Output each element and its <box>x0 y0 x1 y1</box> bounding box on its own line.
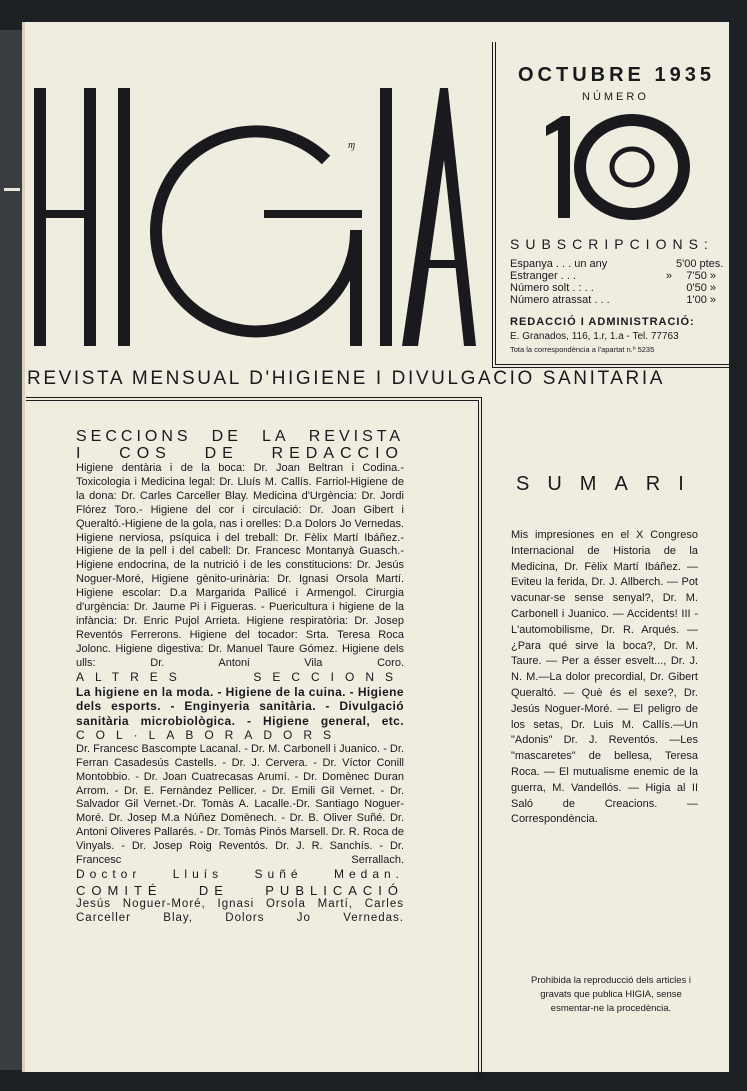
subscription-row: Número solt . : . . 0'50 » <box>510 282 716 294</box>
collaborators-list: Dr. Francesc Bascompte Lacanal. - Dr. M. Carbonell i Juanico. - Dr. Ferran Casadesús Castells. - Dr. J. Cervera. - Dr. Víctor Conill Montobbio. - Dr. Joan Cuatrecasas Arumí. - Dr. Domènec Duran Arrom. - Dr. E. Fernàndez Pellicer. - Dr. Emili Gil Vernet. - Dr. Salvador Gil Vernet.-Dr. Tomàs A. Lacalle.-Dr. Santiago Noguer-Moré. Dr. Josep M.a Núñez Domènech. - Dr. B. Oliver Suñé. Dr. Antoni Oliveres Pallarés. - Dr. Tomàs Pinós Marsell. Dr. R. Roca de Vinyals. - Dr. Josep Roig Reventós. Dr. J. R. Sanchís. - Dr. Francesc Serrallach. <box>76 742 404 867</box>
address: E. Granados, 116, 1.r, 1.a - Tel. 77763 <box>510 331 679 342</box>
subscriptions-title: SUBSCRIPCIONS: <box>510 236 714 252</box>
magazine-subtitle: REVISTA MENSUAL D'HIGIENE I DIVULGACIO SANITARIA <box>27 368 666 389</box>
sections-subheading: I COS DE REDACCIO <box>76 445 404 462</box>
subscription-row: Estranger . . . » 7'50 » <box>510 270 716 282</box>
collaborators-title: COL·LABORADORS <box>76 727 343 742</box>
comite-title: COMITÉ DE PUBLICACIÓ <box>76 882 404 898</box>
director: Doctor Lluís Suñé Medan. <box>76 866 404 881</box>
issue-number <box>540 112 690 222</box>
redaccio-heading: REDACCIÓ I ADMINISTRACIÓ: <box>510 316 695 328</box>
subscription-row: Espanya . . . un any 5'00 ptes. <box>510 258 724 270</box>
binding-edge <box>0 30 22 1070</box>
sections-list: Higiene dentària i de la boca: Dr. Joan Beltran i Codina.-Toxicologia i Medicina legal: Dr. Lluís M. Callís. Farriol-Higiene de la dona: Dr. Carles Carceller Blay. Medicina d'Urgència: Dr. Jordi Flórez Toro.- Higiene del cor i circulació: Dr. Joan Gibert i Queraltó.-Higiene de la gola, nas i orelles: D.a Dolors Jo Vernedas. Higiene nerviosa, psíquica i del treball: Dr. Fèlix Martí Ibáñez.-Higiene de la pell i del cabell: Dr. Francesc Montanyà Guasch.-Higiene endocrina, de la nutrició i de les constitucions: Dr. Jesús Noguer-Moré, Higiene gènito-urinària: Dr. Ignasi Orsola Martí. Higiene escolar: D.a Margarida Pallicé i Armengol. Cirurgia d'urgència: Dr. Jaume Pi i Figueras. - Puericultura i higiene de la infància: Dr. Enric Pujol Arrieta. Higiene respiratòria: Dr. Josep Reventós Ferrerons. Higiene del tocador: Srta. Teresa Roca Jolonc. Higiene digestiva: Dr. Manuel Taure Gómez. Higiene dels ulls: Dr. Antoni Vila Coro. <box>76 462 404 669</box>
sumari-text: Mis impresiones en el X Congreso Internacional de Historia de la Medicina, Dr. Fèlix Martí Ibáñez. — Eviteu la ferida, Dr. J. Allberch. — Pot vacunar-se sense senyal?, Dr. M. Carbonell i Juanico. — Accidents! III - L'automobilisme, Dr. R. Arqués. — ¿Para qué sirve la boca?, Dr. M. Taure. — Per a ésser esvelt..., Dr. J. N. M.—La dolor precordial, Dr. Gibert Queraltó. — Què és el sexe?, Dr. Jesús Noguer-Moré. — El peligro de los setas, Dr. Luis M. Callís.—Un "Adonis" Dr. J. Reventós. —Les "mascaretes" de bellesa, Teresa Roca. — El mutualisme enemic de la guerra, M. Vandellós. — Higia al II Saló de Creacions. — Correspondència. <box>511 529 698 826</box>
binding-mark <box>4 188 20 191</box>
other-sections: La higiene en la moda. - Higiene de la cuina. - Higiene dels esports. - Enginyeria sanitària. - Divulgació sanitària microbiològica. - Higiene general, etc. <box>76 684 404 729</box>
comite-members: Jesús Noguer-Moré, Ignasi Orsola Martí, Carles Carceller Blay, Dolors Jo Vernedas. <box>76 897 404 924</box>
subscription-row: Número atrassat . . . 1'00 » <box>510 294 716 306</box>
correspondence-note: Tota la correspondència a l'apartat n.º 5235 <box>510 345 655 354</box>
subscriptions-table <box>510 258 732 306</box>
higia-logo <box>26 60 486 360</box>
other-sections-title: ALTRES SECCIONS <box>76 669 404 684</box>
sumari-title: SUMARI <box>516 473 702 495</box>
reproduction-notice: Prohibida la reproducció dels articles i gravats que publica HIGIA, sense esmentar-ne la procedència. <box>531 975 691 1014</box>
issue-date: OCTUBRE 1935 <box>518 64 715 86</box>
sections-heading: SECCIONS DE LA REVISTA <box>76 428 404 445</box>
sumari-column <box>508 473 702 828</box>
svg-text:ɱ: ɱ <box>348 140 356 151</box>
sections-content <box>76 428 404 926</box>
number-label: NÚMERO <box>582 91 649 103</box>
